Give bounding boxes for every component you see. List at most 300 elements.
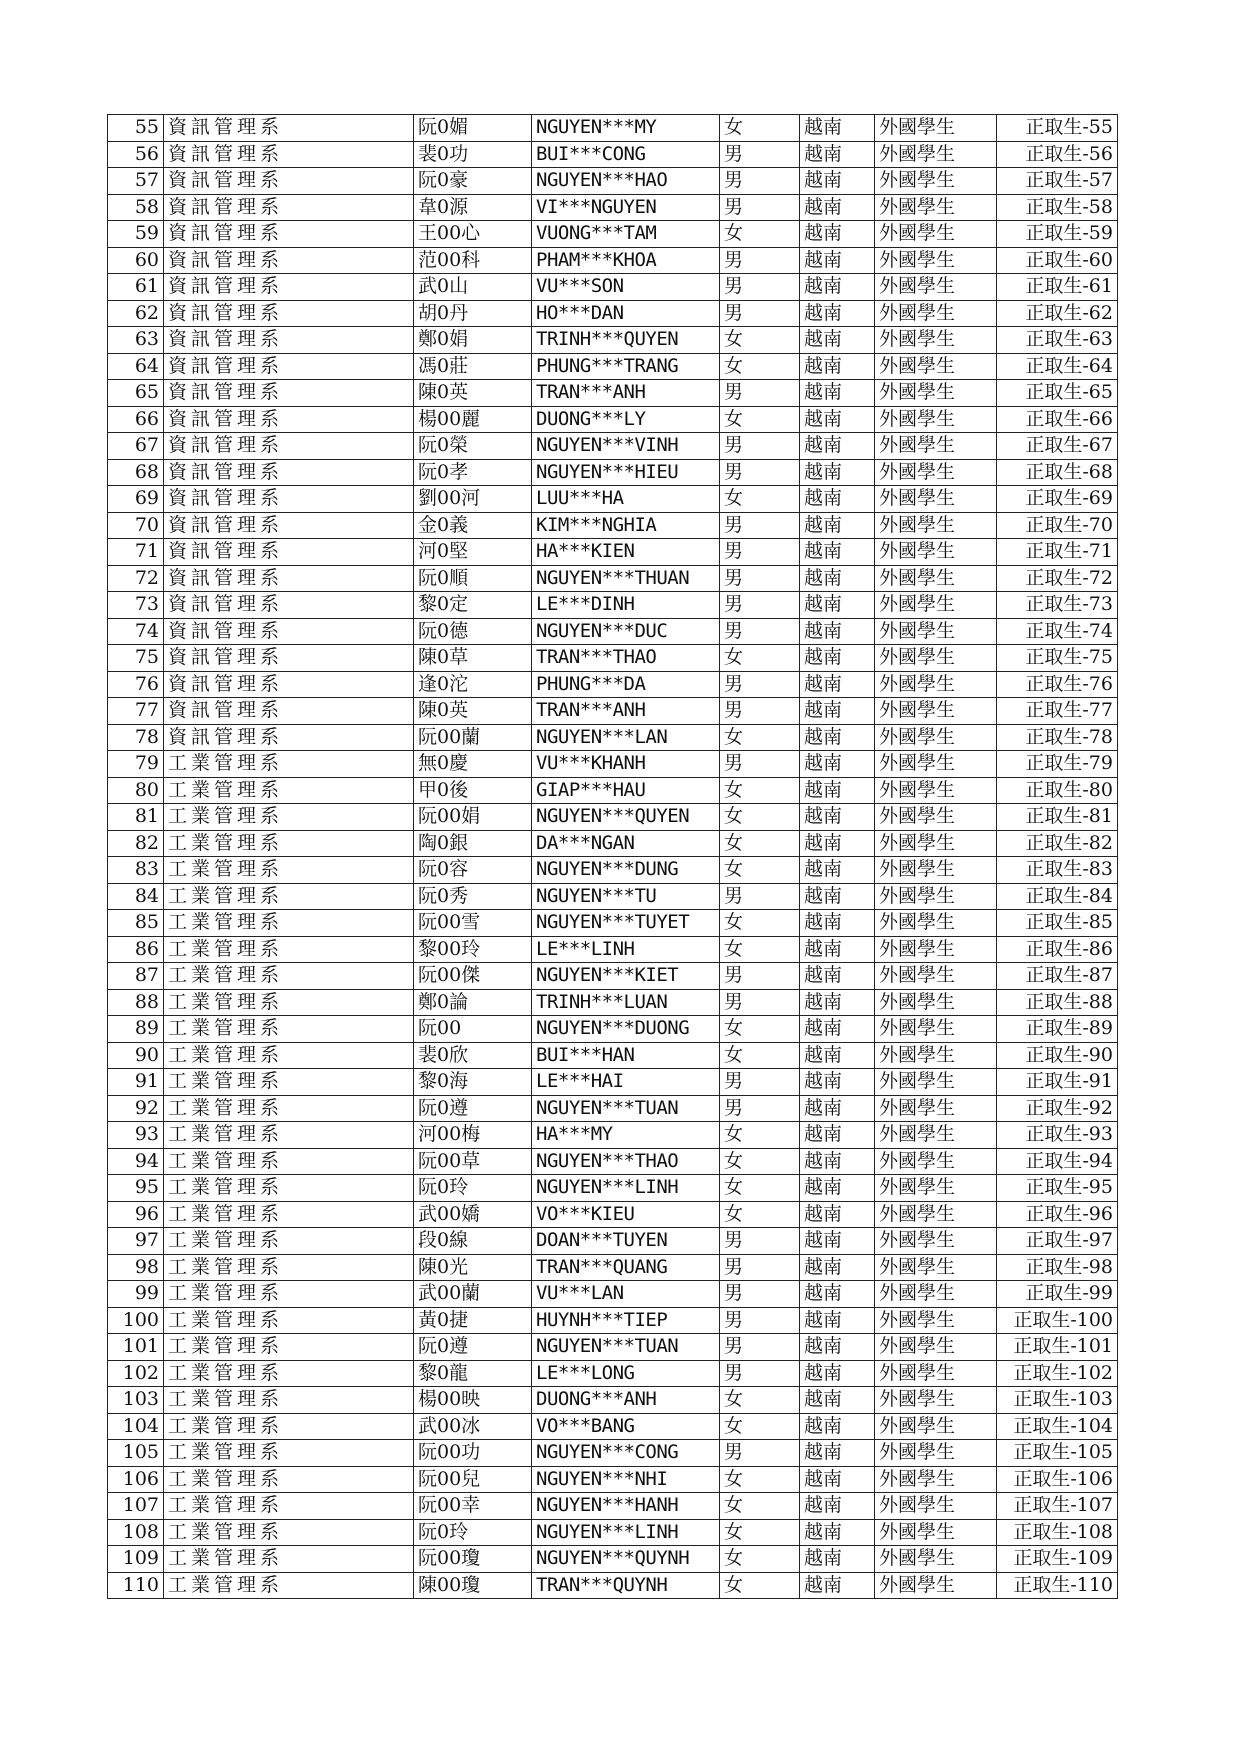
nationality-cell: 越南 xyxy=(800,936,875,963)
english-name-cell: BUI***HAN xyxy=(532,1042,720,1069)
gender-cell: 男 xyxy=(720,512,800,539)
nationality-cell: 越南 xyxy=(800,1148,875,1175)
chinese-name-cell: 阮0玲 xyxy=(414,1519,532,1546)
student-type-cell: 外國學生 xyxy=(875,698,997,725)
chinese-name-cell: 黎00玲 xyxy=(414,936,532,963)
row-number: 78 xyxy=(108,724,164,751)
student-type-cell: 外國學生 xyxy=(875,1466,997,1493)
table-row xyxy=(108,1281,1118,1308)
department-cell: 工業管理系 xyxy=(164,1413,414,1440)
gender-cell: 男 xyxy=(720,459,800,486)
table-row xyxy=(108,141,1118,168)
row-number: 91 xyxy=(108,1069,164,1096)
student-type-cell: 外國學生 xyxy=(875,380,997,407)
table-row xyxy=(108,459,1118,486)
english-name-cell: LE***LONG xyxy=(532,1360,720,1387)
table-row xyxy=(108,512,1118,539)
student-type-cell: 外國學生 xyxy=(875,618,997,645)
chinese-name-cell: 阮00娟 xyxy=(414,804,532,831)
department-cell: 工業管理系 xyxy=(164,1334,414,1361)
row-number: 86 xyxy=(108,936,164,963)
english-name-cell: VU***KHANH xyxy=(532,751,720,778)
nationality-cell: 越南 xyxy=(800,300,875,327)
department-cell: 資訊管理系 xyxy=(164,168,414,195)
row-number: 74 xyxy=(108,618,164,645)
student-type-cell: 外國學生 xyxy=(875,221,997,248)
nationality-cell: 越南 xyxy=(800,1016,875,1043)
row-number: 92 xyxy=(108,1095,164,1122)
admission-status-cell: 正取生-99 xyxy=(997,1281,1118,1308)
row-number: 100 xyxy=(108,1307,164,1334)
student-type-cell: 外國學生 xyxy=(875,1016,997,1043)
nationality-cell: 越南 xyxy=(800,910,875,937)
row-number: 103 xyxy=(108,1387,164,1414)
student-type-cell: 外國學生 xyxy=(875,671,997,698)
nationality-cell: 越南 xyxy=(800,1095,875,1122)
student-type-cell: 外國學生 xyxy=(875,857,997,884)
english-name-cell: BUI***CONG xyxy=(532,141,720,168)
student-type-cell: 外國學生 xyxy=(875,1440,997,1467)
student-type-cell: 外國學生 xyxy=(875,1387,997,1414)
nationality-cell: 越南 xyxy=(800,724,875,751)
nationality-cell: 越南 xyxy=(800,486,875,513)
english-name-cell: TRAN***ANH xyxy=(532,380,720,407)
nationality-cell: 越南 xyxy=(800,1360,875,1387)
admission-status-cell: 正取生-58 xyxy=(997,194,1118,221)
chinese-name-cell: 阮0玲 xyxy=(414,1175,532,1202)
admission-status-cell: 正取生-98 xyxy=(997,1254,1118,1281)
english-name-cell: TRINH***LUAN xyxy=(532,989,720,1016)
department-cell: 工業管理系 xyxy=(164,1440,414,1467)
chinese-name-cell: 甲0後 xyxy=(414,777,532,804)
table-row xyxy=(108,1493,1118,1520)
nationality-cell: 越南 xyxy=(800,645,875,672)
admission-status-cell: 正取生-91 xyxy=(997,1069,1118,1096)
gender-cell: 男 xyxy=(720,274,800,301)
gender-cell: 男 xyxy=(720,1307,800,1334)
student-type-cell: 外國學生 xyxy=(875,565,997,592)
row-number: 83 xyxy=(108,857,164,884)
row-number: 90 xyxy=(108,1042,164,1069)
student-type-cell: 外國學生 xyxy=(875,141,997,168)
nationality-cell: 越南 xyxy=(800,247,875,274)
row-number: 69 xyxy=(108,486,164,513)
nationality-cell: 越南 xyxy=(800,1042,875,1069)
english-name-cell: DUONG***ANH xyxy=(532,1387,720,1414)
row-number: 94 xyxy=(108,1148,164,1175)
nationality-cell: 越南 xyxy=(800,1254,875,1281)
english-name-cell: PHUNG***DA xyxy=(532,671,720,698)
department-cell: 工業管理系 xyxy=(164,1254,414,1281)
chinese-name-cell: 韋0源 xyxy=(414,194,532,221)
department-cell: 工業管理系 xyxy=(164,1466,414,1493)
table-row xyxy=(108,274,1118,301)
english-name-cell: PHAM***KHOA xyxy=(532,247,720,274)
gender-cell: 男 xyxy=(720,1069,800,1096)
row-number: 89 xyxy=(108,1016,164,1043)
chinese-name-cell: 阮0榮 xyxy=(414,433,532,460)
table-row xyxy=(108,565,1118,592)
chinese-name-cell: 阮00功 xyxy=(414,1440,532,1467)
gender-cell: 男 xyxy=(720,168,800,195)
row-number: 72 xyxy=(108,565,164,592)
table-row xyxy=(108,1095,1118,1122)
student-type-cell: 外國學生 xyxy=(875,1201,997,1228)
nationality-cell: 越南 xyxy=(800,1413,875,1440)
english-name-cell: NGUYEN***NHI xyxy=(532,1466,720,1493)
student-type-cell: 外國學生 xyxy=(875,459,997,486)
admission-status-cell: 正取生-79 xyxy=(997,751,1118,778)
english-name-cell: NGUYEN***MY xyxy=(532,115,720,142)
english-name-cell: NGUYEN***KIET xyxy=(532,963,720,990)
gender-cell: 男 xyxy=(720,380,800,407)
department-cell: 資訊管理系 xyxy=(164,406,414,433)
gender-cell: 女 xyxy=(720,936,800,963)
admission-status-cell: 正取生-85 xyxy=(997,910,1118,937)
table-row xyxy=(108,830,1118,857)
table-row xyxy=(108,1307,1118,1334)
gender-cell: 女 xyxy=(720,1493,800,1520)
row-number: 61 xyxy=(108,274,164,301)
department-cell: 工業管理系 xyxy=(164,883,414,910)
department-cell: 資訊管理系 xyxy=(164,380,414,407)
chinese-name-cell: 胡0丹 xyxy=(414,300,532,327)
chinese-name-cell: 陶0銀 xyxy=(414,830,532,857)
admission-status-cell: 正取生-66 xyxy=(997,406,1118,433)
gender-cell: 女 xyxy=(720,724,800,751)
row-number: 59 xyxy=(108,221,164,248)
row-number: 87 xyxy=(108,963,164,990)
student-type-cell: 外國學生 xyxy=(875,777,997,804)
chinese-name-cell: 阮00瓊 xyxy=(414,1546,532,1573)
admission-status-cell: 正取生-65 xyxy=(997,380,1118,407)
gender-cell: 女 xyxy=(720,115,800,142)
nationality-cell: 越南 xyxy=(800,1466,875,1493)
gender-cell: 男 xyxy=(720,565,800,592)
nationality-cell: 越南 xyxy=(800,274,875,301)
chinese-name-cell: 阮00草 xyxy=(414,1148,532,1175)
nationality-cell: 越南 xyxy=(800,353,875,380)
student-type-cell: 外國學生 xyxy=(875,910,997,937)
admission-status-cell: 正取生-108 xyxy=(997,1519,1118,1546)
chinese-name-cell: 馮0莊 xyxy=(414,353,532,380)
row-number: 104 xyxy=(108,1413,164,1440)
admission-status-cell: 正取生-55 xyxy=(997,115,1118,142)
department-cell: 工業管理系 xyxy=(164,910,414,937)
admission-status-cell: 正取生-104 xyxy=(997,1413,1118,1440)
chinese-name-cell: 無0慶 xyxy=(414,751,532,778)
department-cell: 工業管理系 xyxy=(164,1095,414,1122)
department-cell: 工業管理系 xyxy=(164,1493,414,1520)
row-number: 73 xyxy=(108,592,164,619)
gender-cell: 女 xyxy=(720,830,800,857)
nationality-cell: 越南 xyxy=(800,115,875,142)
department-cell: 工業管理系 xyxy=(164,1360,414,1387)
english-name-cell: TRINH***QUYEN xyxy=(532,327,720,354)
row-number: 96 xyxy=(108,1201,164,1228)
admission-status-cell: 正取生-57 xyxy=(997,168,1118,195)
row-number: 68 xyxy=(108,459,164,486)
department-cell: 資訊管理系 xyxy=(164,221,414,248)
chinese-name-cell: 武00冰 xyxy=(414,1413,532,1440)
english-name-cell: LE***LINH xyxy=(532,936,720,963)
english-name-cell: PHUNG***TRANG xyxy=(532,353,720,380)
english-name-cell: TRAN***ANH xyxy=(532,698,720,725)
gender-cell: 男 xyxy=(720,1281,800,1308)
nationality-cell: 越南 xyxy=(800,141,875,168)
nationality-cell: 越南 xyxy=(800,1307,875,1334)
admission-status-cell: 正取生-88 xyxy=(997,989,1118,1016)
department-cell: 資訊管理系 xyxy=(164,300,414,327)
admission-status-cell: 正取生-67 xyxy=(997,433,1118,460)
gender-cell: 男 xyxy=(720,963,800,990)
department-cell: 資訊管理系 xyxy=(164,565,414,592)
nationality-cell: 越南 xyxy=(800,883,875,910)
department-cell: 資訊管理系 xyxy=(164,698,414,725)
student-type-cell: 外國學生 xyxy=(875,300,997,327)
admission-status-cell: 正取生-90 xyxy=(997,1042,1118,1069)
gender-cell: 男 xyxy=(720,1254,800,1281)
chinese-name-cell: 楊00麗 xyxy=(414,406,532,433)
row-number: 57 xyxy=(108,168,164,195)
student-type-cell: 外國學生 xyxy=(875,724,997,751)
english-name-cell: NGUYEN***HIEU xyxy=(532,459,720,486)
english-name-cell: NGUYEN***QUYEN xyxy=(532,804,720,831)
nationality-cell: 越南 xyxy=(800,433,875,460)
nationality-cell: 越南 xyxy=(800,1334,875,1361)
admission-status-cell: 正取生-69 xyxy=(997,486,1118,513)
gender-cell: 男 xyxy=(720,1360,800,1387)
student-type-cell: 外國學生 xyxy=(875,1360,997,1387)
row-number: 81 xyxy=(108,804,164,831)
table-row xyxy=(108,1042,1118,1069)
admission-status-cell: 正取生-107 xyxy=(997,1493,1118,1520)
department-cell: 工業管理系 xyxy=(164,1307,414,1334)
table-row xyxy=(108,1254,1118,1281)
gender-cell: 女 xyxy=(720,804,800,831)
student-type-cell: 外國學生 xyxy=(875,247,997,274)
nationality-cell: 越南 xyxy=(800,512,875,539)
department-cell: 資訊管理系 xyxy=(164,274,414,301)
english-name-cell: NGUYEN***DUC xyxy=(532,618,720,645)
chinese-name-cell: 阮00傑 xyxy=(414,963,532,990)
gender-cell: 女 xyxy=(720,1387,800,1414)
chinese-name-cell: 范00科 xyxy=(414,247,532,274)
chinese-name-cell: 阮0秀 xyxy=(414,883,532,910)
chinese-name-cell: 王00心 xyxy=(414,221,532,248)
admission-status-cell: 正取生-75 xyxy=(997,645,1118,672)
english-name-cell: NGUYEN***THUAN xyxy=(532,565,720,592)
department-cell: 工業管理系 xyxy=(164,751,414,778)
student-type-cell: 外國學生 xyxy=(875,115,997,142)
student-type-cell: 外國學生 xyxy=(875,274,997,301)
english-name-cell: HUYNH***TIEP xyxy=(532,1307,720,1334)
nationality-cell: 越南 xyxy=(800,327,875,354)
chinese-name-cell: 阮0遵 xyxy=(414,1095,532,1122)
admission-status-cell: 正取生-93 xyxy=(997,1122,1118,1149)
nationality-cell: 越南 xyxy=(800,618,875,645)
table-row xyxy=(108,327,1118,354)
nationality-cell: 越南 xyxy=(800,406,875,433)
chinese-name-cell: 逢0沱 xyxy=(414,671,532,698)
row-number: 99 xyxy=(108,1281,164,1308)
department-cell: 工業管理系 xyxy=(164,804,414,831)
english-name-cell: VO***KIEU xyxy=(532,1201,720,1228)
table-row xyxy=(108,1387,1118,1414)
gender-cell: 女 xyxy=(720,910,800,937)
english-name-cell: NGUYEN***VINH xyxy=(532,433,720,460)
table-row xyxy=(108,406,1118,433)
gender-cell: 女 xyxy=(720,777,800,804)
nationality-cell: 越南 xyxy=(800,1122,875,1149)
student-type-cell: 外國學生 xyxy=(875,194,997,221)
row-number: 105 xyxy=(108,1440,164,1467)
gender-cell: 女 xyxy=(720,1572,800,1599)
department-cell: 工業管理系 xyxy=(164,1387,414,1414)
admission-status-cell: 正取生-68 xyxy=(997,459,1118,486)
row-number: 63 xyxy=(108,327,164,354)
chinese-name-cell: 陳00瓊 xyxy=(414,1572,532,1599)
row-number: 58 xyxy=(108,194,164,221)
chinese-name-cell: 阮0容 xyxy=(414,857,532,884)
nationality-cell: 越南 xyxy=(800,194,875,221)
admission-status-cell: 正取生-59 xyxy=(997,221,1118,248)
english-name-cell: NGUYEN***HAO xyxy=(532,168,720,195)
admission-roster-table xyxy=(107,114,1118,1599)
table-row xyxy=(108,989,1118,1016)
student-type-cell: 外國學生 xyxy=(875,1546,997,1573)
nationality-cell: 越南 xyxy=(800,857,875,884)
row-number: 56 xyxy=(108,141,164,168)
chinese-name-cell: 段0線 xyxy=(414,1228,532,1255)
department-cell: 工業管理系 xyxy=(164,1519,414,1546)
chinese-name-cell: 陳0光 xyxy=(414,1254,532,1281)
table-row xyxy=(108,380,1118,407)
english-name-cell: NGUYEN***HANH xyxy=(532,1493,720,1520)
admission-status-cell: 正取生-81 xyxy=(997,804,1118,831)
gender-cell: 女 xyxy=(720,1413,800,1440)
table-row xyxy=(108,1466,1118,1493)
department-cell: 工業管理系 xyxy=(164,1572,414,1599)
gender-cell: 女 xyxy=(720,1466,800,1493)
gender-cell: 男 xyxy=(720,1334,800,1361)
gender-cell: 女 xyxy=(720,1175,800,1202)
english-name-cell: NGUYEN***TU xyxy=(532,883,720,910)
chinese-name-cell: 黃0捷 xyxy=(414,1307,532,1334)
english-name-cell: NGUYEN***LINH xyxy=(532,1175,720,1202)
table-row xyxy=(108,194,1118,221)
row-number: 84 xyxy=(108,883,164,910)
nationality-cell: 越南 xyxy=(800,777,875,804)
student-type-cell: 外國學生 xyxy=(875,645,997,672)
student-type-cell: 外國學生 xyxy=(875,989,997,1016)
gender-cell: 女 xyxy=(720,406,800,433)
admission-status-cell: 正取生-86 xyxy=(997,936,1118,963)
row-number: 67 xyxy=(108,433,164,460)
chinese-name-cell: 楊00映 xyxy=(414,1387,532,1414)
admission-status-cell: 正取生-76 xyxy=(997,671,1118,698)
english-name-cell: DUONG***LY xyxy=(532,406,720,433)
admission-status-cell: 正取生-94 xyxy=(997,1148,1118,1175)
row-number: 82 xyxy=(108,830,164,857)
table-row xyxy=(108,115,1118,142)
english-name-cell: NGUYEN***TUAN xyxy=(532,1334,720,1361)
nationality-cell: 越南 xyxy=(800,698,875,725)
english-name-cell: HA***MY xyxy=(532,1122,720,1149)
english-name-cell: NGUYEN***QUYNH xyxy=(532,1546,720,1573)
student-type-cell: 外國學生 xyxy=(875,1148,997,1175)
table-row xyxy=(108,618,1118,645)
nationality-cell: 越南 xyxy=(800,1572,875,1599)
chinese-name-cell: 阮00兒 xyxy=(414,1466,532,1493)
chinese-name-cell: 黎0海 xyxy=(414,1069,532,1096)
row-number: 76 xyxy=(108,671,164,698)
english-name-cell: VUONG***TAM xyxy=(532,221,720,248)
gender-cell: 男 xyxy=(720,618,800,645)
table-row xyxy=(108,671,1118,698)
row-number: 62 xyxy=(108,300,164,327)
nationality-cell: 越南 xyxy=(800,1175,875,1202)
english-name-cell: NGUYEN***DUONG xyxy=(532,1016,720,1043)
row-number: 110 xyxy=(108,1572,164,1599)
english-name-cell: NGUYEN***LAN xyxy=(532,724,720,751)
admission-status-cell: 正取生-56 xyxy=(997,141,1118,168)
row-number: 108 xyxy=(108,1519,164,1546)
row-number: 107 xyxy=(108,1493,164,1520)
admission-status-cell: 正取生-83 xyxy=(997,857,1118,884)
chinese-name-cell: 武00嬌 xyxy=(414,1201,532,1228)
nationality-cell: 越南 xyxy=(800,592,875,619)
admission-status-cell: 正取生-64 xyxy=(997,353,1118,380)
department-cell: 資訊管理系 xyxy=(164,115,414,142)
english-name-cell: VU***LAN xyxy=(532,1281,720,1308)
gender-cell: 男 xyxy=(720,1440,800,1467)
nationality-cell: 越南 xyxy=(800,1201,875,1228)
table-row xyxy=(108,1016,1118,1043)
chinese-name-cell: 河00梅 xyxy=(414,1122,532,1149)
table-row xyxy=(108,539,1118,566)
department-cell: 資訊管理系 xyxy=(164,353,414,380)
admission-status-cell: 正取生-60 xyxy=(997,247,1118,274)
department-cell: 工業管理系 xyxy=(164,989,414,1016)
student-type-cell: 外國學生 xyxy=(875,406,997,433)
row-number: 77 xyxy=(108,698,164,725)
admission-status-cell: 正取生-78 xyxy=(997,724,1118,751)
student-type-cell: 外國學生 xyxy=(875,1069,997,1096)
student-type-cell: 外國學生 xyxy=(875,512,997,539)
nationality-cell: 越南 xyxy=(800,751,875,778)
english-name-cell: KIM***NGHIA xyxy=(532,512,720,539)
chinese-name-cell: 阮00 xyxy=(414,1016,532,1043)
nationality-cell: 越南 xyxy=(800,1493,875,1520)
chinese-name-cell: 阮00幸 xyxy=(414,1493,532,1520)
admission-status-cell: 正取生-62 xyxy=(997,300,1118,327)
nationality-cell: 越南 xyxy=(800,539,875,566)
nationality-cell: 越南 xyxy=(800,1387,875,1414)
row-number: 71 xyxy=(108,539,164,566)
chinese-name-cell: 阮0順 xyxy=(414,565,532,592)
chinese-name-cell: 裴0功 xyxy=(414,141,532,168)
admission-status-cell: 正取生-72 xyxy=(997,565,1118,592)
student-type-cell: 外國學生 xyxy=(875,830,997,857)
english-name-cell: NGUYEN***DUNG xyxy=(532,857,720,884)
gender-cell: 男 xyxy=(720,433,800,460)
chinese-name-cell: 阮0德 xyxy=(414,618,532,645)
table-row xyxy=(108,910,1118,937)
nationality-cell: 越南 xyxy=(800,221,875,248)
row-number: 75 xyxy=(108,645,164,672)
admission-status-cell: 正取生-96 xyxy=(997,1201,1118,1228)
